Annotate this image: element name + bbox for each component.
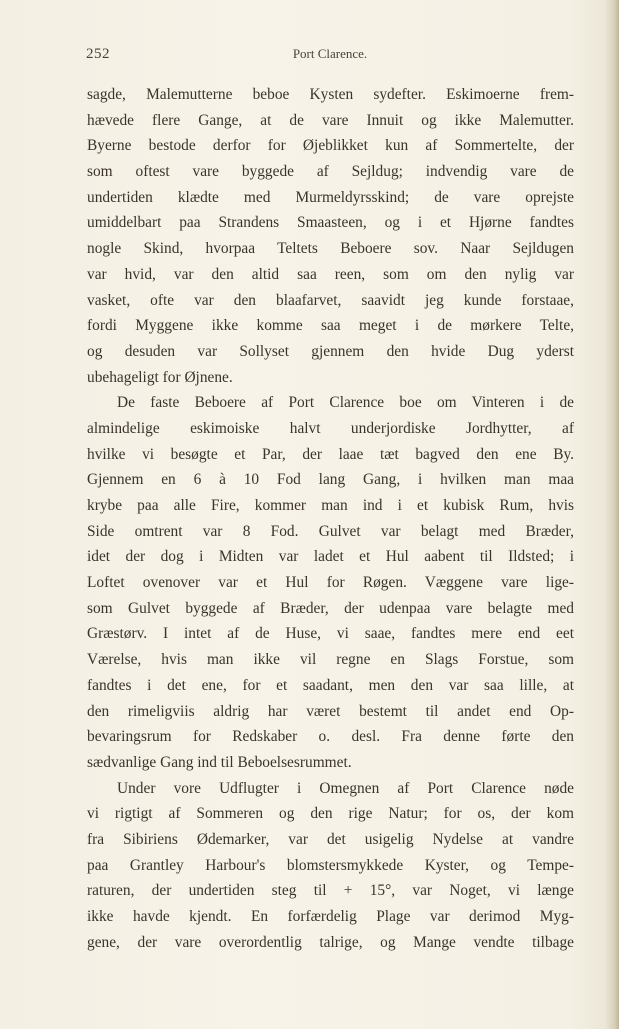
text-line: bevaringsrum for Redskaber o. desl. Fra denne førte den: [87, 728, 574, 746]
text-line: Under vore Udflugter i Omegnen af Port Clarence nøde: [117, 779, 574, 797]
text-line: almindelige eskimoiske halvt underjordiske Jordhytter, af: [87, 419, 574, 437]
text-line: som Gulvet byggede af Bræder, der udenpaa vare belagte med: [87, 599, 574, 617]
text-line: fordi Myggene ikke komme saa meget i de mørkere Telte,: [87, 317, 574, 335]
page-header: [86, 44, 574, 66]
text-line: idet der dog i Midten var ladet et Hul aabent til Ildsted; i: [87, 548, 574, 566]
page-edge-shadow: [605, 0, 619, 1029]
text-line: Græstørv. I intet af de Huse, vi saae, fandtes mere end eet: [87, 625, 574, 643]
text-line: hvilke vi besøgte et Par, der laae tæt bagved den ene By.: [87, 445, 574, 463]
text-line: De faste Beboere af Port Clarence boe om Vinteren i de: [117, 394, 574, 412]
text-line: ikke havde kjendt. En forfærdelig Plage var derimod Myg-: [87, 908, 574, 925]
text-line: som oftest vare byggede af Sejldug; indvendig vare de: [87, 163, 574, 181]
text-line: paa Grantley Harbour's blomstersmykkede Kyster, og Tempe-: [87, 856, 574, 874]
text-line: umiddelbart paa Strandens Smaasteen, og i et Hjørne fandtes: [87, 214, 574, 232]
text-line: Værelse, hvis man ikke vil regne en Slags Forstue, som: [87, 651, 574, 669]
text-line: Loftet ovenover var et Hul for Røgen. Væggene vare lige-: [87, 574, 574, 592]
text-line: hævede flere Gange, at de vare Innuit og ikke Malemutter.: [87, 111, 574, 129]
text-line: var hvid, var den altid saa reen, som om den nylig var: [87, 265, 574, 283]
text-line: vasket, ofte var den blaafarvet, saavidt jeg kunde forstaae,: [87, 291, 574, 309]
text-line: raturen, der undertiden steg til + 15°, var Noget, vi længe: [87, 882, 574, 900]
page-number: 252: [86, 46, 110, 62]
text-line: fra Sibiriens Ødemarker, var det usigelig Nydelse at vandre: [87, 830, 574, 848]
text-line: Gjennem en 6 à 10 Fod lang Gang, i hvilken man maa: [87, 471, 574, 489]
text-line: undertiden klædte med Murmeldyrsskind; de vare oprejste: [87, 188, 574, 206]
text-line: nogle Skind, hvorpaa Teltets Beboere sov. Naar Sejldugen: [87, 240, 574, 258]
text-line: den rimeligviis aldrig har været bestemt til andet end Op-: [87, 702, 574, 720]
text-line: sagde, Malemutterne beboe Kysten sydefter. Eskimoerne frem-: [87, 86, 574, 103]
text-line: gene, der vare overordentlig talrige, og Mange vendte tilbage: [87, 933, 574, 951]
text-line: Byerne bestode derfor for Øjeblikket kun af Sommertelte, der: [87, 137, 574, 155]
text-line: og desuden var Sollyset gjennem den hvide Dug yderst: [87, 342, 574, 360]
text-line: ubehageligt for Øjnene.: [87, 368, 233, 386]
text-line: fandtes i det ene, for et saadant, men den var saa lille, at: [87, 676, 574, 694]
text-line: Side omtrent var 8 Fod. Gulvet var belagt med Bræder,: [87, 522, 574, 540]
running-head: Port Clarence.: [292, 46, 368, 61]
text-line: vi rigtigt af Sommeren og den rige Natur; for os, der kom: [87, 805, 574, 823]
text-line: sædvanlige Gang ind til Beboelsesrummet.: [87, 753, 352, 771]
text-line: krybe paa alle Fire, kommer man ind i et kubisk Rum, hvis: [87, 497, 574, 514]
body-text: [87, 82, 574, 955]
